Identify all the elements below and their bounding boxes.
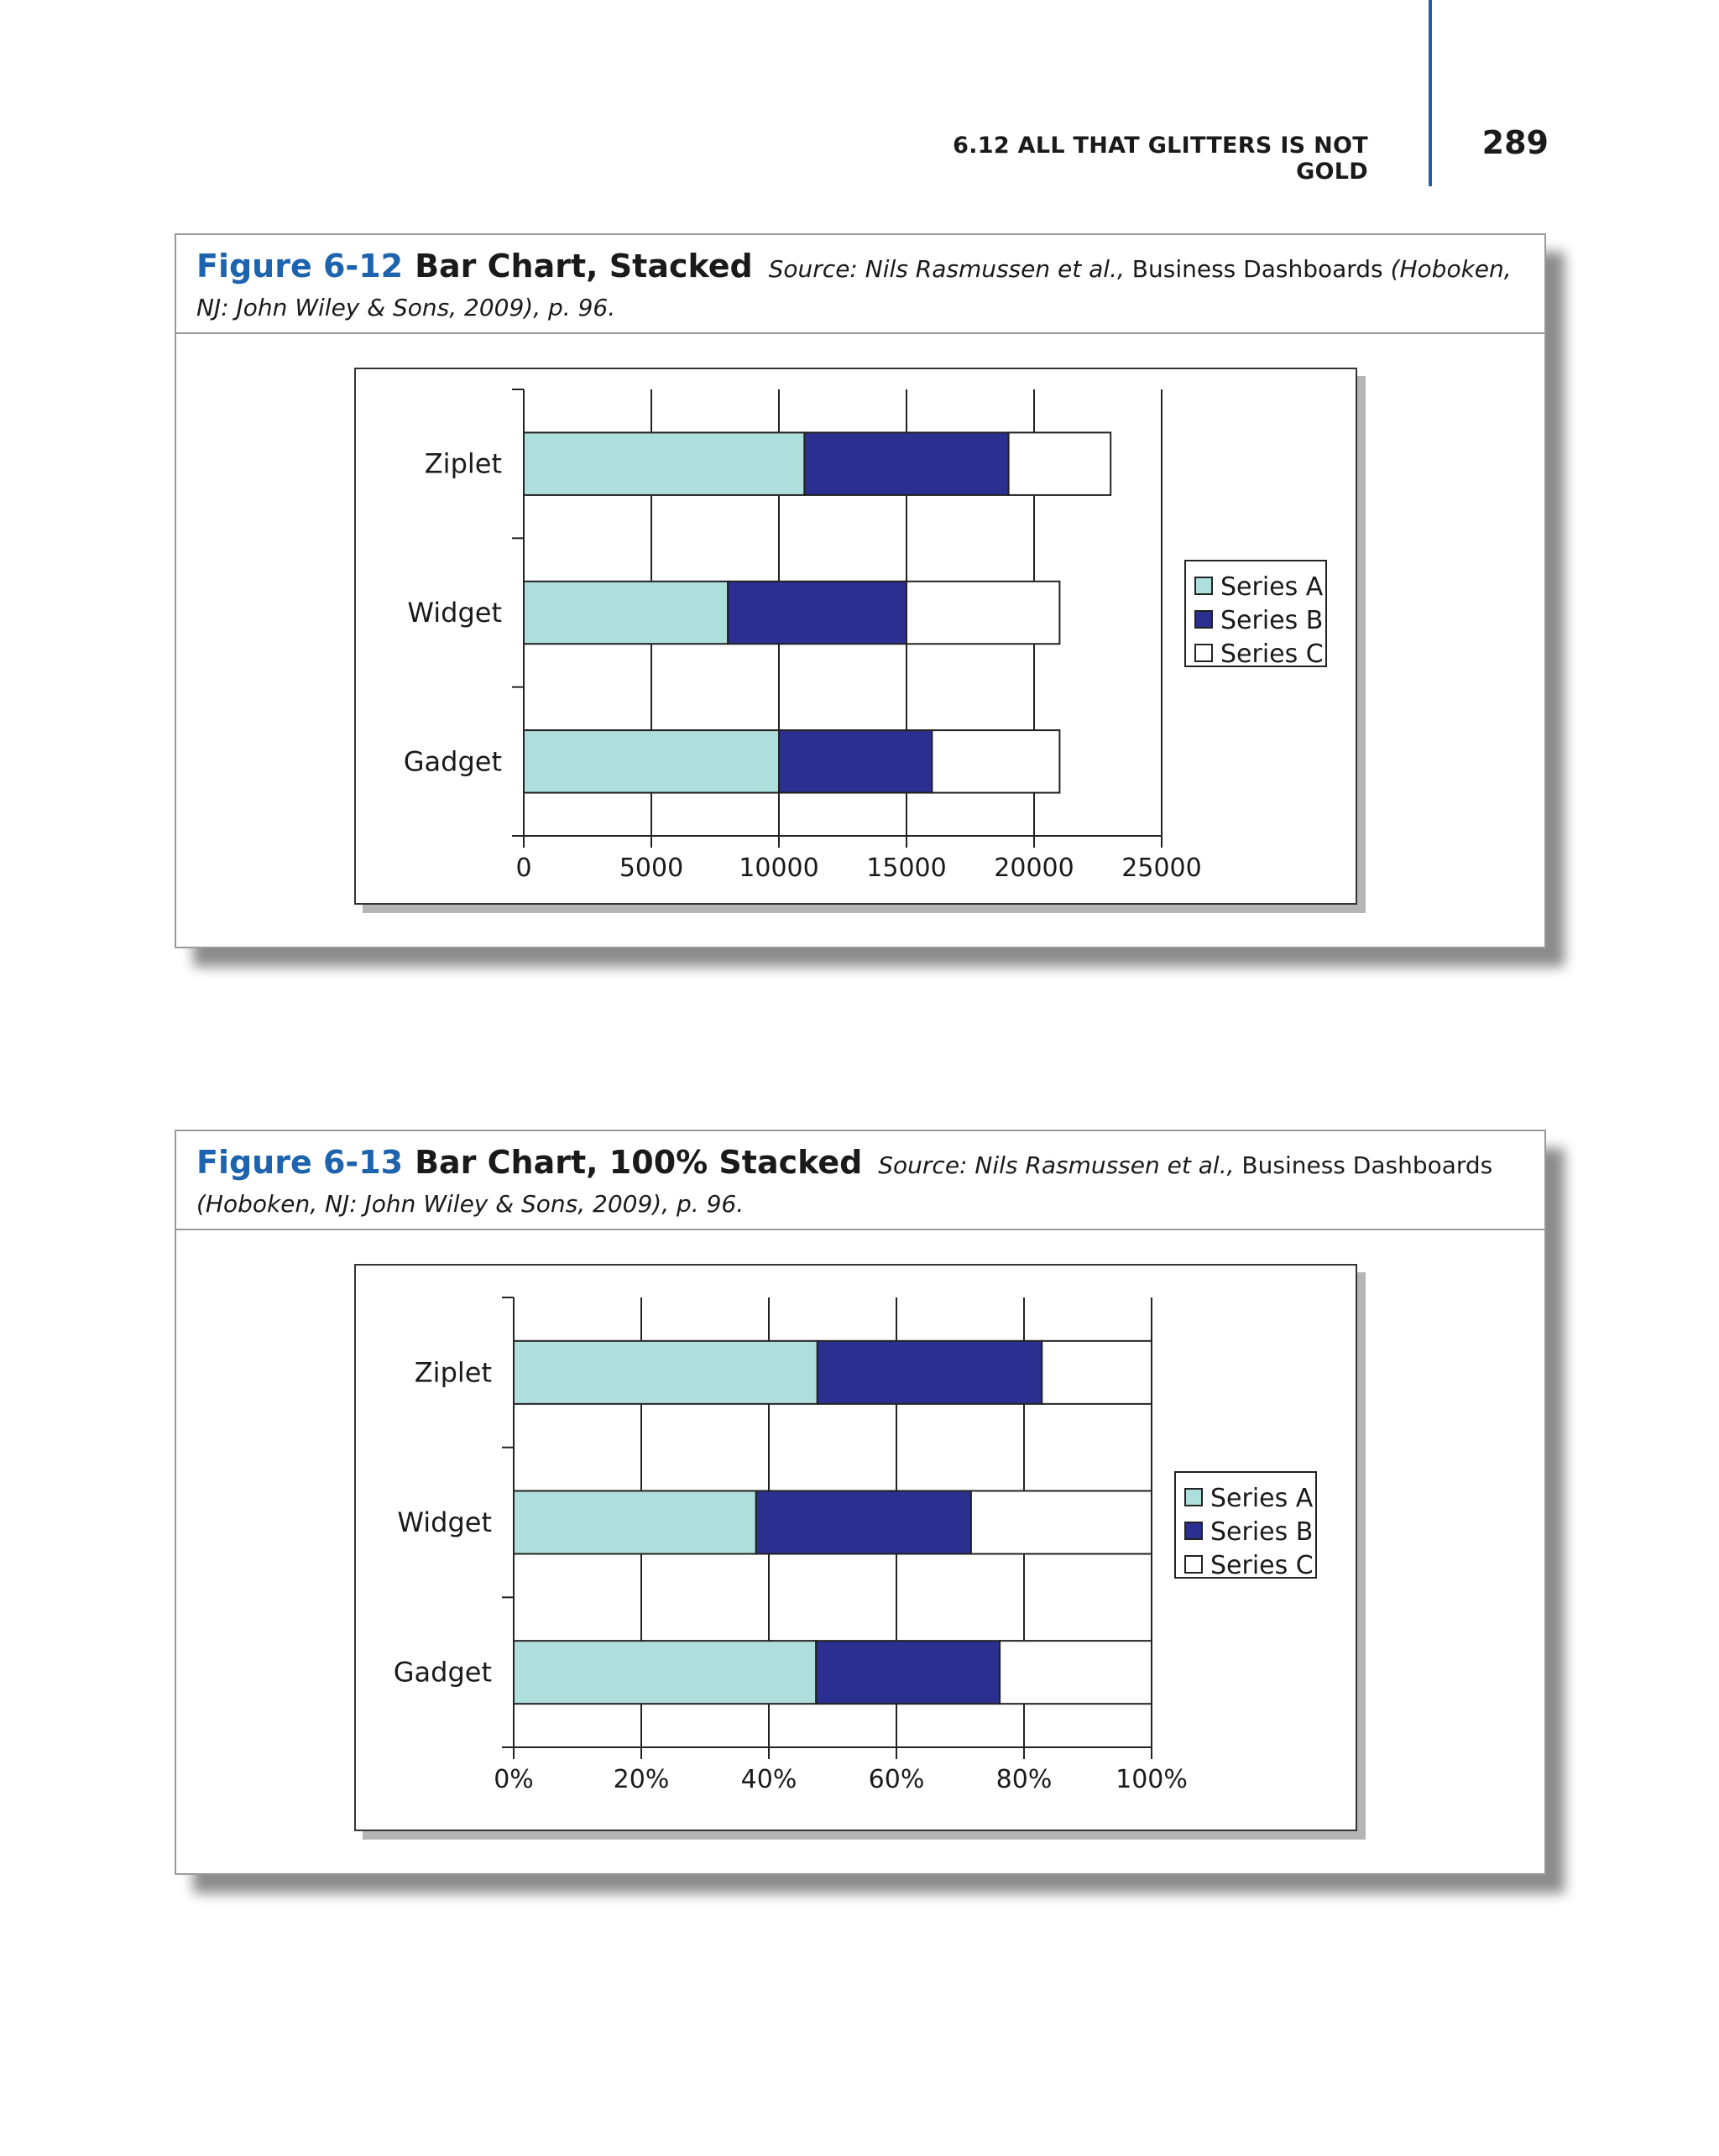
x-tick-label: 0%	[494, 1765, 534, 1794]
bar-segment-series-b	[779, 730, 932, 792]
x-tick-label: 60%	[868, 1765, 925, 1794]
bar-segment-series-c	[1009, 432, 1111, 494]
bar-segment-series-a	[514, 1490, 756, 1553]
x-tick-label: 5000	[619, 854, 684, 883]
legend-label: Series A	[1210, 1484, 1314, 1513]
legend-label: Series C	[1210, 1551, 1314, 1580]
bar-segment-series-a	[524, 582, 728, 644]
figure-number: Figure 6-12	[196, 248, 404, 285]
figure-title: Bar Chart, Stacked	[415, 248, 753, 285]
bar-segment-series-a	[514, 1341, 818, 1404]
category-label: Gadget	[403, 745, 502, 778]
bar-segment-series-c	[971, 1490, 1152, 1553]
x-tick-label: 0	[515, 854, 532, 883]
x-tick-label: 20000	[994, 854, 1074, 883]
figure-title: Bar Chart, 100% Stacked	[415, 1144, 863, 1181]
source-book: Business Dashboards	[1241, 1151, 1493, 1179]
legend-swatch	[1185, 1522, 1202, 1539]
x-tick-label: 15000	[866, 854, 947, 883]
running-head-rule	[1429, 0, 1432, 186]
figure-6-12	[175, 233, 1546, 948]
x-tick-label: 10000	[739, 854, 819, 883]
bar-segment-series-b	[756, 1490, 971, 1553]
category-label: Widget	[407, 597, 502, 629]
legend-label: Series B	[1210, 1517, 1314, 1547]
source-prefix: Source: Nils Rasmussen et al.,	[768, 255, 1125, 283]
chart-frame	[354, 368, 1357, 905]
legend-label: Series B	[1220, 606, 1324, 635]
x-tick-label: 25000	[1121, 854, 1202, 883]
stacked-bar-chart	[356, 369, 1356, 903]
x-tick-label: 80%	[995, 1765, 1053, 1794]
figure-6-13	[175, 1130, 1546, 1875]
bar-segment-series-b	[804, 432, 1008, 494]
source-suffix: (Hoboken, NJ: John Wiley & Sons, 2009), p. 96.	[196, 255, 1512, 321]
legend-swatch	[1185, 1489, 1202, 1506]
category-label: Widget	[397, 1506, 492, 1538]
page-number: 289	[1481, 124, 1549, 161]
figure-number: Figure 6-13	[196, 1144, 404, 1181]
running-head: 6.12 ALL THAT GLITTERS IS NOT GOLD	[953, 133, 1368, 185]
bar-segment-series-b	[816, 1641, 1000, 1704]
x-tick-label: 20%	[613, 1765, 670, 1794]
percent-stacked-bar-chart	[356, 1266, 1356, 1830]
bar-segment-series-c	[932, 730, 1059, 792]
bar-segment-series-b	[728, 582, 907, 644]
x-tick-label: 40%	[740, 1765, 797, 1794]
legend-swatch	[1195, 645, 1212, 661]
source-suffix: (Hoboken, NJ: John Wiley & Sons, 2009), p. 96.	[196, 1190, 745, 1218]
chart-frame	[354, 1264, 1357, 1831]
bar-segment-series-c	[1042, 1341, 1152, 1404]
legend-swatch	[1195, 611, 1212, 628]
legend-label: Series C	[1220, 639, 1324, 669]
category-label: Gadget	[393, 1656, 492, 1689]
category-label: Ziplet	[414, 1356, 492, 1389]
figure-caption	[176, 1131, 1544, 1230]
legend-label: Series A	[1220, 572, 1324, 602]
x-tick-label: 100%	[1116, 1765, 1188, 1794]
category-label: Ziplet	[424, 447, 502, 480]
bar-segment-series-a	[514, 1641, 816, 1704]
source-book: Business Dashboards	[1131, 255, 1383, 283]
bar-segment-series-c	[1000, 1641, 1152, 1704]
bar-segment-series-a	[524, 730, 779, 792]
legend-swatch	[1185, 1556, 1202, 1573]
legend-swatch	[1195, 577, 1212, 594]
figure-caption	[176, 235, 1544, 334]
source-prefix: Source: Nils Rasmussen et al.,	[878, 1151, 1235, 1179]
bar-segment-series-c	[907, 582, 1059, 644]
bar-segment-series-a	[524, 432, 804, 494]
bar-segment-series-b	[818, 1341, 1042, 1404]
